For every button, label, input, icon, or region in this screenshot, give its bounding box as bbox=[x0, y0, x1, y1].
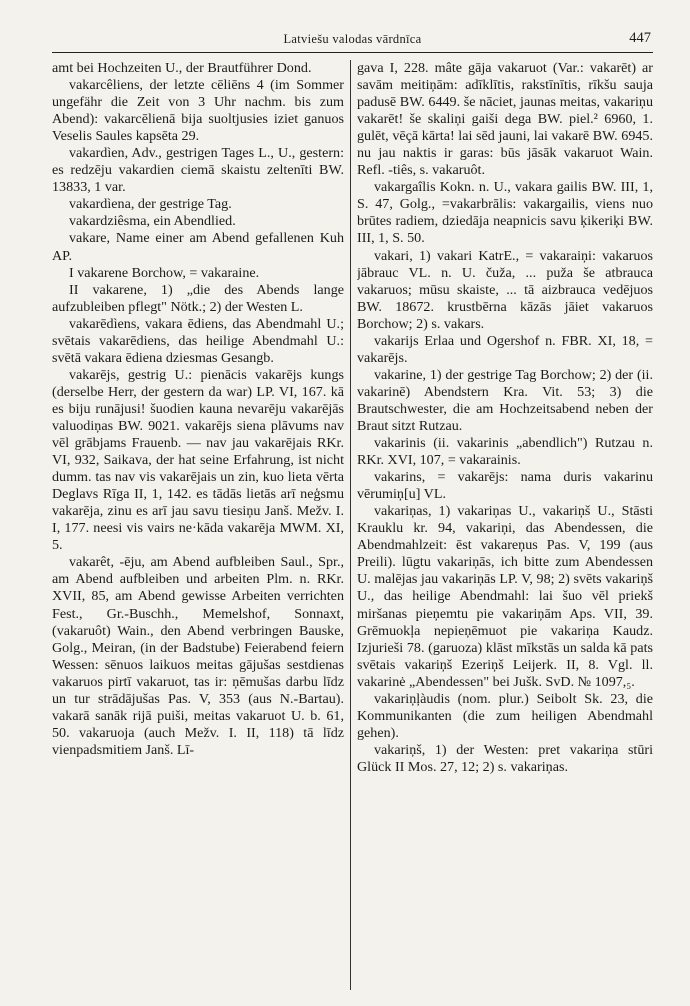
dictionary-entry: vakariņļàudis (nom. plur.) Seibolt Sk. 23, die Kommunikanten (die zum heiligen Abendmahl gehen). bbox=[357, 690, 653, 741]
dictionary-entry: vakarins, = vakarējs: nama duris vakarinu vērumiņ[u] VL. bbox=[357, 469, 653, 503]
dictionary-entry: vakarinis (ii. vakarinis „abendlich") Rutzau n. RKr. XVI, 107, = vakarainis. bbox=[357, 435, 653, 469]
dictionary-entry: vakargaîlis Kokn. n. U., vakara gailis BW. III, 1, S. 47, Golg., =vakarbrālis: vakargailis, viens nuo brūtes radiem, dziedāja neapnicis savu ķikeriķi BW. III, 1, S. 50. bbox=[357, 179, 653, 247]
dictionary-entry: vakarine, 1) der gestrige Tag Borchow; 2) der (ii. vakarinē) Abendstern Kra. Vit. 53; 3) die Brautschwester, die am Hochzeitsabend neben der Braut sitzt Rutzau. bbox=[357, 366, 653, 434]
dictionary-entry: amt bei Hochzeiten U., der Brautführer Dond. bbox=[52, 60, 312, 76]
dictionary-entry: vakarējs, gestrig U.: pienācis vakarējs kungs (derselbe Herr, der gestern da war) LP. VI, 167. kā es biju runājusi! šuodien kauna nevarēju vakarējās valuodiņas BW. 9021. vakarējs siena plāvums nav vēl grābjams Frauenb. — nav jau vakarējais RKr. VI, 932, Saikava, der hat seine Erfahrung, ist nicht dumm. tas nav vis vakarējais un zin, kuo lieta vērta Deglavs Rīga II, 1, 142. es tādās lietās arī neģsmu vakarēja, zinu es arī jau savu tiesiņu Janš. Mežv. I. I, 177. neesi vis vairs ne·kāda vakarēja MWM. XI, 5. bbox=[52, 366, 344, 554]
dictionary-entry: vakariņš, 1) der Westen: pret vakariņa stūri Glück II Mos. 27, 12; 2) s. vakariņas. bbox=[357, 741, 653, 775]
page-header bbox=[52, 30, 653, 53]
page-number: 447 bbox=[629, 30, 651, 46]
dictionary-entry: vakardìen, Adv., gestrigen Tages L., U., gestern: es redzēju vakardien ciemā skaistu zeltenīti BW. 13833, 1 var. bbox=[52, 145, 344, 196]
left-column bbox=[52, 60, 344, 992]
dictionary-entry: I vakarene Borchow, = vakaraine. bbox=[69, 264, 260, 281]
running-title: Latviešu valodas vārdnīca bbox=[283, 32, 422, 46]
dictionary-entry: II vakarene, 1) „die des Abends lange aufzubleiben pflegt" Nötk.; 2) der Westen L. bbox=[52, 281, 344, 315]
dictionary-entry: gava I, 228. mâte gāja vakaruot (Var.: vakarēt) ar savām meitiņām: adīklītis, rakstīnītis, rīkšu sauja padusē BW. 6449. še nāciet, jaunas meitas, vakariņu vakarēt! še skaliņi gaiši dega BW. piel.² 6960, 1. gulēt, vēçā kārta! lai sēd jauni, lai vakarē BW. 6945. nu jau naktis ir garas: būs jāsāk vakaruot Wain. Refl. -tiês, s. vakaruôt. bbox=[357, 60, 653, 179]
dictionary-entry: vakari, 1) vakari KatrE., = vakaraiņi: vakaruos jābrauc VL. n. U. čuža, ... puža še atbrauca vakaruos; mūsu skaiste, ... tā aizbrauca vedējuos BW. 18672. krustbērna kāzās jāiet vakaruos Borchow; 2) s. vakars. bbox=[357, 247, 653, 332]
dictionary-entry: vakardziêsma, ein Abendlied. bbox=[69, 213, 236, 230]
dictionary-entry: vakardìena, der gestrige Tag. bbox=[69, 196, 232, 213]
dictionary-entry: vakarcêliens, der letzte cēliēns 4 (im Sommer ungefähr die Zeit von 3 Uhr nachm. bis zum Abend): vakarcēlienā bija suoltjusies iziet ganuos Veselis Saules kapsēta 29. bbox=[52, 77, 344, 145]
right-column bbox=[357, 60, 653, 992]
dictionary-entry: vakarēdìens, vakara ēdiens, das Abendmahl U.; svētais vakarēdiens, das heilige Abendmahl U.: svētā vakara ēdiena dziesmas Gesangb. bbox=[52, 315, 344, 366]
dictionary-entry: vakarijs Erlaa und Ogershof n. FBR. XI, 18, = vakarējs. bbox=[357, 332, 653, 366]
dictionary-entry: vakarêt, -ēju, am Abend aufbleiben Saul., Spr., am Abend aufbleiben und arbeiten Plm. n. RKr. XVII, 85, am Abend gewisse Arbeiten verrichten Fest., Gr.-Buschh., Memelshof, Sonnaxt, (vakaruôt) Wain., den Abend verbringen Bauske, Golg., Meiran, (in der Badstube) Feierabend feiern Wessen: sēnuos laikuos meitas gājušas sestdienas vakaruos pirtī vakaruot, tas ir: ņēmušas darbu līdz un tur strādājušas Pas. V, 353 (aus N.-Bartau). vakarā sanāk rijā puiši, meitas vakaruot U. b. 61, 50. vakaruoja (auch Mežv. I. II, 118) tā līdz vienpadsmitiem Janš. Lī- bbox=[52, 554, 344, 758]
column-divider bbox=[350, 60, 351, 990]
dictionary-entry: vakariņas, 1) vakariņas U., vakariņš U., Stāsti Krauklu kr. 94, vakariņi, das Abendessen, die Abendmahlzeit: ēst vakareņus Pas. V, 199 (aus Preili). lūgtu vakariņās, ich bitte zum Abendessen U. malējas jau vakariņās LP. V, 98; 2) svēts vakariņš U., das heilige Abendmahl: lai šuo vēl priekš miršanas pieņemtu pie vakariņām Aps. VII, 39. Grēmuokļa nepieņēmuot pie vakariņa Kaudz. Izjurieši 78. (garuoza) klāst mīkstās un salda kā pats svētais vakariņš Ezeriņš Leijerk. II, 8. Vgl. ll. vakarinė „Abendessen" bei Jušk. SvD. № 1097,₅. bbox=[357, 503, 653, 690]
dictionary-entry: vakare, Name einer am Abend gefallenen Kuh AP. bbox=[52, 230, 344, 264]
